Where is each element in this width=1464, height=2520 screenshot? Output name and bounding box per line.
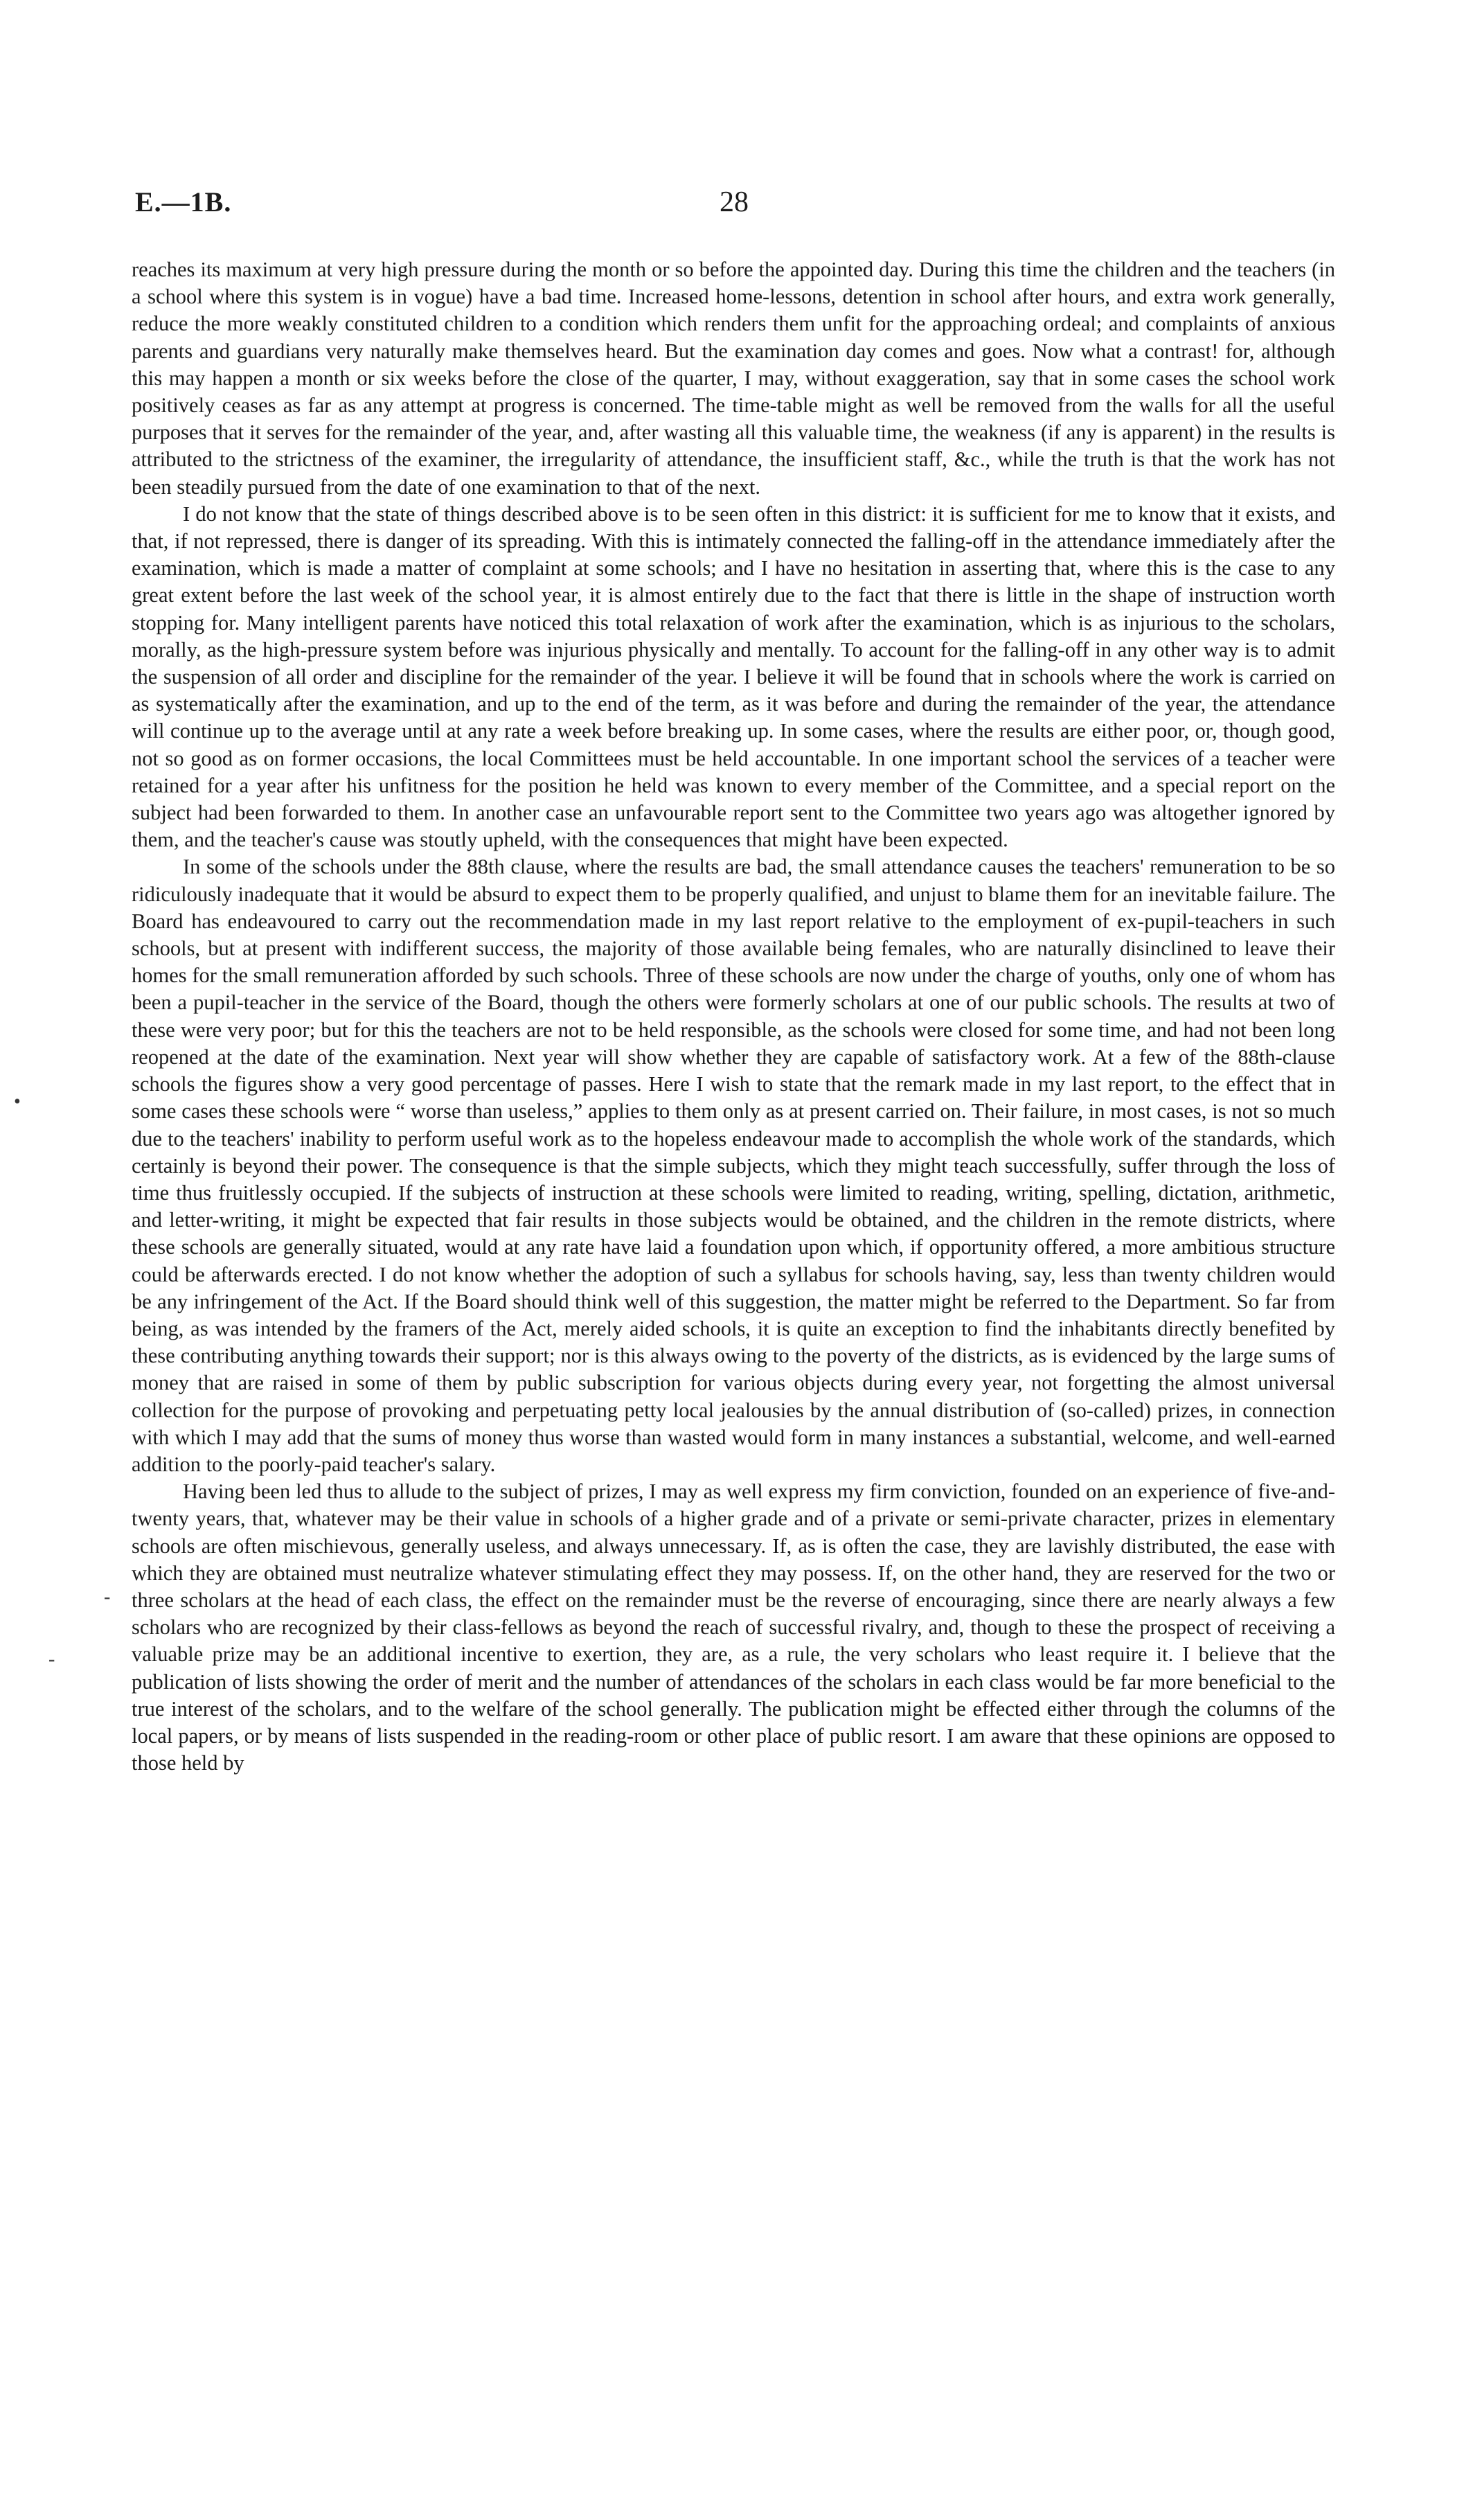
paragraph-continued: reaches its maximum at very high pressure during the month or so before the appointed day. During this time the children and the teachers (in a school where this system is in vogue) have a bad time. Increased home-lessons, detention in school after hours, and extra work generally, reduce the more weakly constituted children to a condition which renders them unfit for the approaching ordeal; and complaints of anxious parents and guardians very naturally make themselves heard. But the examination day comes and goes. Now what a contrast! for, although this may happen a month or six weeks before the close of the quarter, I may, without exaggeration, say that in some cases the school work positively ceases as far as any attempt at progress is concerned. The time-table might as well be removed from the walls for all the useful purposes that it serves for the remainder of the year, and, after wasting all this valuable time, the weakness (if any is apparent) in the results is attributed to the strictness of the examiner, the irregularity of attendance, the insufficient staff, &c., while the truth is that the work has not been steadily pursued from the date of one examination to that of the next. — [132, 258, 1335, 499]
body-text — [132, 256, 1335, 1777]
margin-dash-mark: - — [48, 1649, 55, 1670]
margin-dash-mark: - — [104, 1586, 111, 1608]
document-reference: E.—1B. — [135, 186, 232, 218]
paragraph-prizes: Having been led thus to allude to the subject of prizes, I may as well express my firm conviction, founded on an experience of five-and-twenty years, that, whatever may be their value in schools of a higher grade and of a private or semi-private character, prizes in elementary schools are often mischievous, generally useless, and always unnecessary. If, as is often the case, they are lavishly distributed, the ease with which they are obtained must neutralize whatever stimulating effect they may possess. If, on the other hand, they are reserved for the two or three scholars at the head of each class, the effect on the remainder must be the reverse of encouraging, since there are nearly always a few scholars who are recognized by their class-fellows as beyond the reach of successful rivalry, and, though to these the prospect of receiving a valuable prize may be an additional incentive to exertion, they are, as a rule, the very scholars who least require it. I believe that the publication of lists showing the order of merit and the number of attendances of the scholars in each class would be far more beneficial to the true interest of the scholars, and to the welfare of the school generally. The publication might be effected either through the columns of the local papers, or by means of lists suspended in the reading-room or other place of public resort. I am aware that these opinions are opposed to those held by — [132, 1480, 1335, 1775]
paragraph-88th-clause-schools: In some of the schools under the 88th clause, where the results are bad, the small attendance causes the teachers' remuneration to be so ridiculously inadequate that it would be absurd to expect them to be properly qualified, and unjust to blame them for an inevitable failure. The Board has endeavoured to carry out the recommendation made in my last report relative to the employment of ex-pupil-teachers in such schools, but at present with indifferent success, the majority of those available being females, who are naturally disinclined to leave their homes for the small remuneration afforded by such schools. Three of these schools are now under the charge of youths, only one of whom has been a pupil-teacher in the service of the Board, though the others were formerly scholars at one of our public schools. The results at two of these were very poor; but for this the teachers are not to be held responsible, as the schools were closed for some time, and had not been long reopened at the date of the examination. Next year will show whether they are capable of satisfactory work. At a few of the 88th-clause schools the figures show a very good percentage of passes. Here I wish to state that the remark made in my last report, to the effect that in some cases these schools were “ worse than useless,” applies to them only as at present carried on. Their failure, in most cases, is not so much due to the teachers' inability to perform useful work as to the hopeless endeavour made to accomplish the whole work of the standards, which certainly is beyond their power. The consequence is that the simple subjects, which they might teach successfully, suffer through the loss of time thus fruitlessly occupied. If the subjects of instruction at these schools were limited to reading, writing, spelling, dictation, arithmetic, and letter-writing, it might be expected that fair results in those subjects would be obtained, and the children in the remote districts, where these schools are generally situated, would at any rate have laid a foundation upon which, if opportunity offered, a more ambitious structure could be afterwards erected. I do not know whether the adoption of such a syllabus for schools having, say, less than twenty children would be any infringement of the Act. If the Board should think well of this suggestion, the matter might be referred to the Department. So far from being, as was intended by the framers of the Act, merely aided schools, it is quite an exception to find the inhabitants directly benefited by these contributing anything towards their support; nor is this always owing to the poverty of the districts, as is evidenced by the large sums of money that are raised in some of them by public subscription for various objects during every year, not forgetting the almost universal collection for the purpose of provoking and perpetuating petty local jealousies by the annual distribution of (so-called) prizes, in connection with which I may add that the sums of money thus worse than wasted would form in many instances a substantial, welcome, and well-earned addition to the poorly-paid teacher's salary. — [132, 855, 1335, 1476]
margin-dot-mark: • — [14, 1091, 21, 1112]
paragraph-district-conditions: I do not know that the state of things described above is to be seen often in this district: it is sufficient for me to know that it exists, and that, if not repressed, there is danger of its spreading. With this is intimately connected the falling-off in the attendance immediately after the examination, which is made a matter of complaint at some schools; and I have no hesitation in asserting that, where this is the case to any great extent before the last week of the school year, it is almost entirely due to the fact that there is little in the shape of instruction worth stopping for. Many intelligent parents have noticed this total relaxation of work after the examination, which is as injurious to the scholars, morally, as the high-pressure system before was injurious physically and mentally. To account for the falling-off in any other way is to admit the suspension of all order and discipline for the remainder of the year. I believe it will be found that in schools where the work is carried on as systematically after the examination, and up to the end of the term, as it was before and during the remainder of the year, the attendance will continue up to the average until at any rate a week before breaking up. In some cases, where the results are either poor, or, though good, not so good as on former occasions, the local Committees must be held accountable. In one important school the services of a teacher were retained for a year after his unfitness for the position he held was known to every member of the Committee, and a special report on the subject had been forwarded to them. In another case an unfavourable report sent to the Committee two years ago was altogether ignored by them, and the teacher's cause was stoutly upheld, with the consequences that might have been expected. — [132, 502, 1335, 852]
page-number: 28 — [720, 186, 749, 218]
page-header — [135, 186, 1333, 227]
